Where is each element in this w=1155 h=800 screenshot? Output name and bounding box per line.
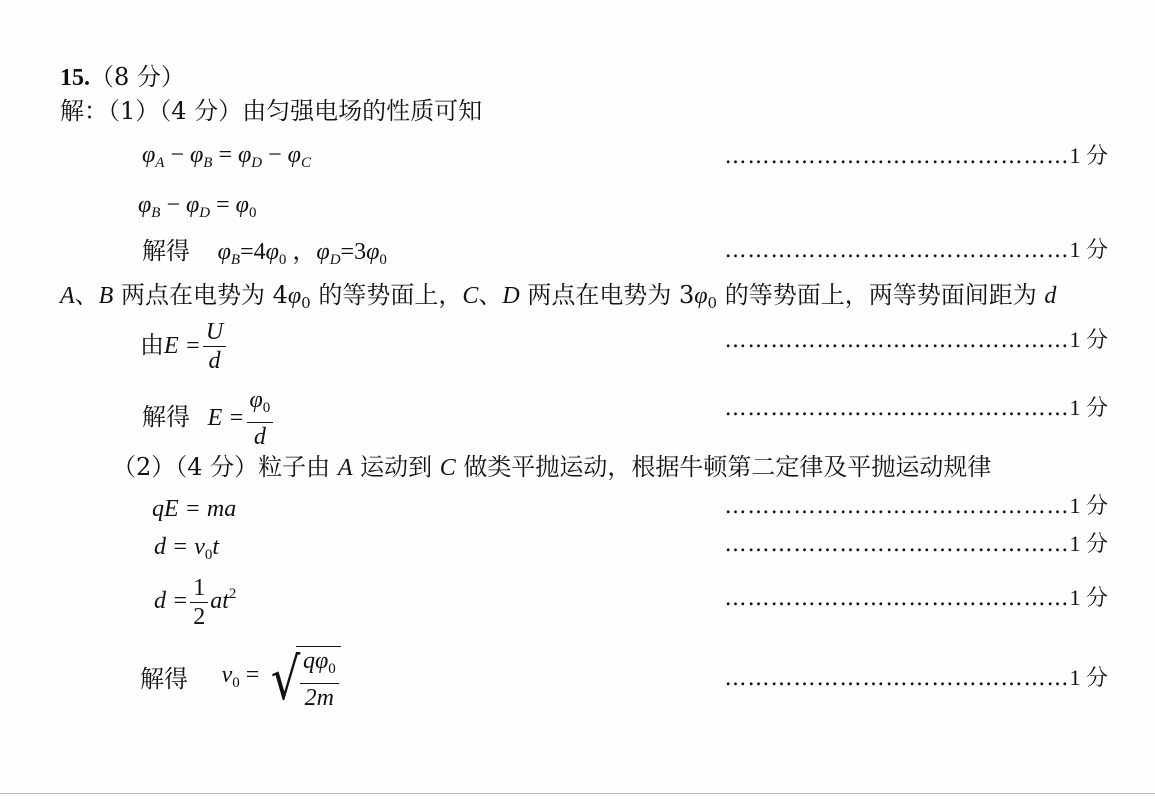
velocity-subscript: 0 (204, 547, 213, 563)
score-line-4 (663, 394, 1108, 423)
solution-label: 解： (60, 97, 108, 125)
leader-dots: ……………………………………… (724, 586, 1070, 611)
score-line-6 (663, 530, 1108, 559)
fraction-denominator: 2 (193, 604, 206, 630)
statement-text-4: 的等势面上，两等势面间距为 (717, 281, 1045, 309)
separator: 、 (478, 281, 503, 309)
score-value: 1 分 (1069, 585, 1108, 610)
score-value: 1 分 (1069, 493, 1108, 518)
score-value: 1 分 (1069, 327, 1108, 352)
score-value: 1 分 (1069, 665, 1108, 690)
fraction (247, 386, 274, 451)
equation-rhs: t (212, 534, 220, 560)
solve-label: 解得 (142, 237, 190, 265)
point-d: D (502, 283, 520, 309)
fraction-denominator: d (208, 348, 221, 374)
score-line-7 (663, 584, 1108, 613)
phi-subscript: 0 (301, 294, 311, 312)
equation-solve-potentials: 解得 $\varphi_B=4\varphi_0$ ，$\varphi_D=3\varphi_0$ (142, 237, 387, 268)
square-root (267, 646, 341, 712)
score-value: 1 分 (1069, 143, 1108, 168)
distance-d: d (1044, 283, 1057, 309)
score-line-3 (663, 326, 1108, 355)
leader-dots: ……………………………………… (724, 238, 1070, 263)
part1-intro-text: 由匀强电场的性质可知 (242, 97, 483, 125)
point-c: C (462, 283, 479, 309)
score-line-2 (663, 236, 1108, 265)
fraction-denominator: d (253, 424, 266, 450)
equation-lhs: v (221, 662, 233, 688)
solve-label: 解得 (142, 403, 190, 431)
phi-symbol: φ (287, 283, 302, 309)
equals-sign: = (239, 662, 260, 688)
statement-text-1: 两点在电势为 4 (113, 281, 288, 309)
fraction-numerator: 1 (190, 574, 208, 603)
question-points: （8 分） (90, 63, 185, 91)
score-value: 1 分 (1069, 395, 1108, 420)
equation-newton: qE = ma (152, 496, 237, 522)
equation-lhs: d = (154, 588, 189, 615)
part2-points: （4 分） (175, 453, 259, 481)
page-bottom-rule (0, 793, 1155, 794)
part2-text-a: 粒子由 (258, 453, 338, 481)
score-line-5 (663, 492, 1108, 521)
fraction (203, 318, 226, 375)
equation-rhs: at (210, 588, 229, 615)
equation-potential-b-d: $\varphi_B - \varphi_D = \varphi_0$ (138, 192, 257, 221)
fraction (300, 647, 339, 712)
leader-dots: ……………………………………… (724, 144, 1070, 169)
fraction-denominator: 2m (304, 685, 335, 711)
point-a: A (60, 283, 75, 309)
phi-symbol: φ (249, 387, 263, 413)
velocity-subscript: 0 (232, 675, 240, 691)
equation-lhs: E = (207, 405, 245, 431)
leader-dots: ……………………………………… (724, 328, 1070, 353)
score-line-1 (663, 142, 1108, 171)
equation-lhs: d = v (154, 534, 205, 560)
exponent: 2 (228, 586, 237, 603)
fraction-numerator: U (203, 318, 226, 347)
score-line-8 (663, 664, 1108, 693)
point-b: B (98, 283, 114, 309)
score-value: 1 分 (1069, 531, 1108, 556)
charge-symbol: q (302, 648, 315, 674)
equation-displacement-x (154, 532, 219, 570)
leader-dots: ……………………………………… (724, 666, 1070, 691)
equipotential-statement (60, 280, 1056, 318)
phi-subscript: 0 (262, 400, 271, 416)
part2-text-c: 做类平抛运动，根据牛顿第二定律及平抛运动规律 (455, 453, 992, 481)
phi-subscript: 0 (707, 294, 718, 312)
point-a: A (337, 455, 353, 481)
equation-field-result (142, 386, 275, 451)
part1-intro (60, 96, 482, 126)
equation-field-definition (140, 318, 228, 375)
radicand (296, 646, 341, 712)
leader-dots: ……………………………………… (724, 532, 1070, 557)
equation-prefix: 由 (140, 331, 164, 359)
fraction-numerator (300, 647, 339, 684)
equation-potential-difference: $\varphi_A - \varphi_B = \varphi_D - \varphi_C$ (142, 142, 311, 171)
part2-text-b: 运动到 (352, 453, 440, 481)
statement-text-2: 的等势面上， (310, 281, 463, 309)
leader-dots: ……………………………………… (724, 494, 1070, 519)
part1-label: （1） (108, 97, 160, 125)
part2-intro (112, 452, 991, 483)
part2-label: （2） (112, 453, 176, 481)
equation-lhs: E = (164, 333, 201, 359)
fraction (190, 574, 208, 631)
radical-icon: √ (270, 645, 301, 713)
part1-points: （4 分） (159, 97, 243, 125)
leader-dots: ……………………………………… (724, 396, 1070, 421)
phi-symbol: φ (694, 283, 708, 309)
score-value: 1 分 (1069, 237, 1108, 262)
phi-subscript: 0 (328, 661, 336, 677)
solve-label: 解得 (140, 665, 188, 693)
question-number: 15. (60, 65, 90, 91)
separator: 、 (74, 281, 99, 309)
fraction-numerator (247, 386, 274, 423)
point-c: C (439, 455, 456, 481)
equation-velocity-result (140, 646, 341, 712)
statement-text-3: 两点在电势为 3 (519, 281, 695, 309)
question-header (60, 62, 185, 93)
phi-symbol: φ (314, 648, 329, 674)
equation-displacement-y (154, 574, 236, 631)
